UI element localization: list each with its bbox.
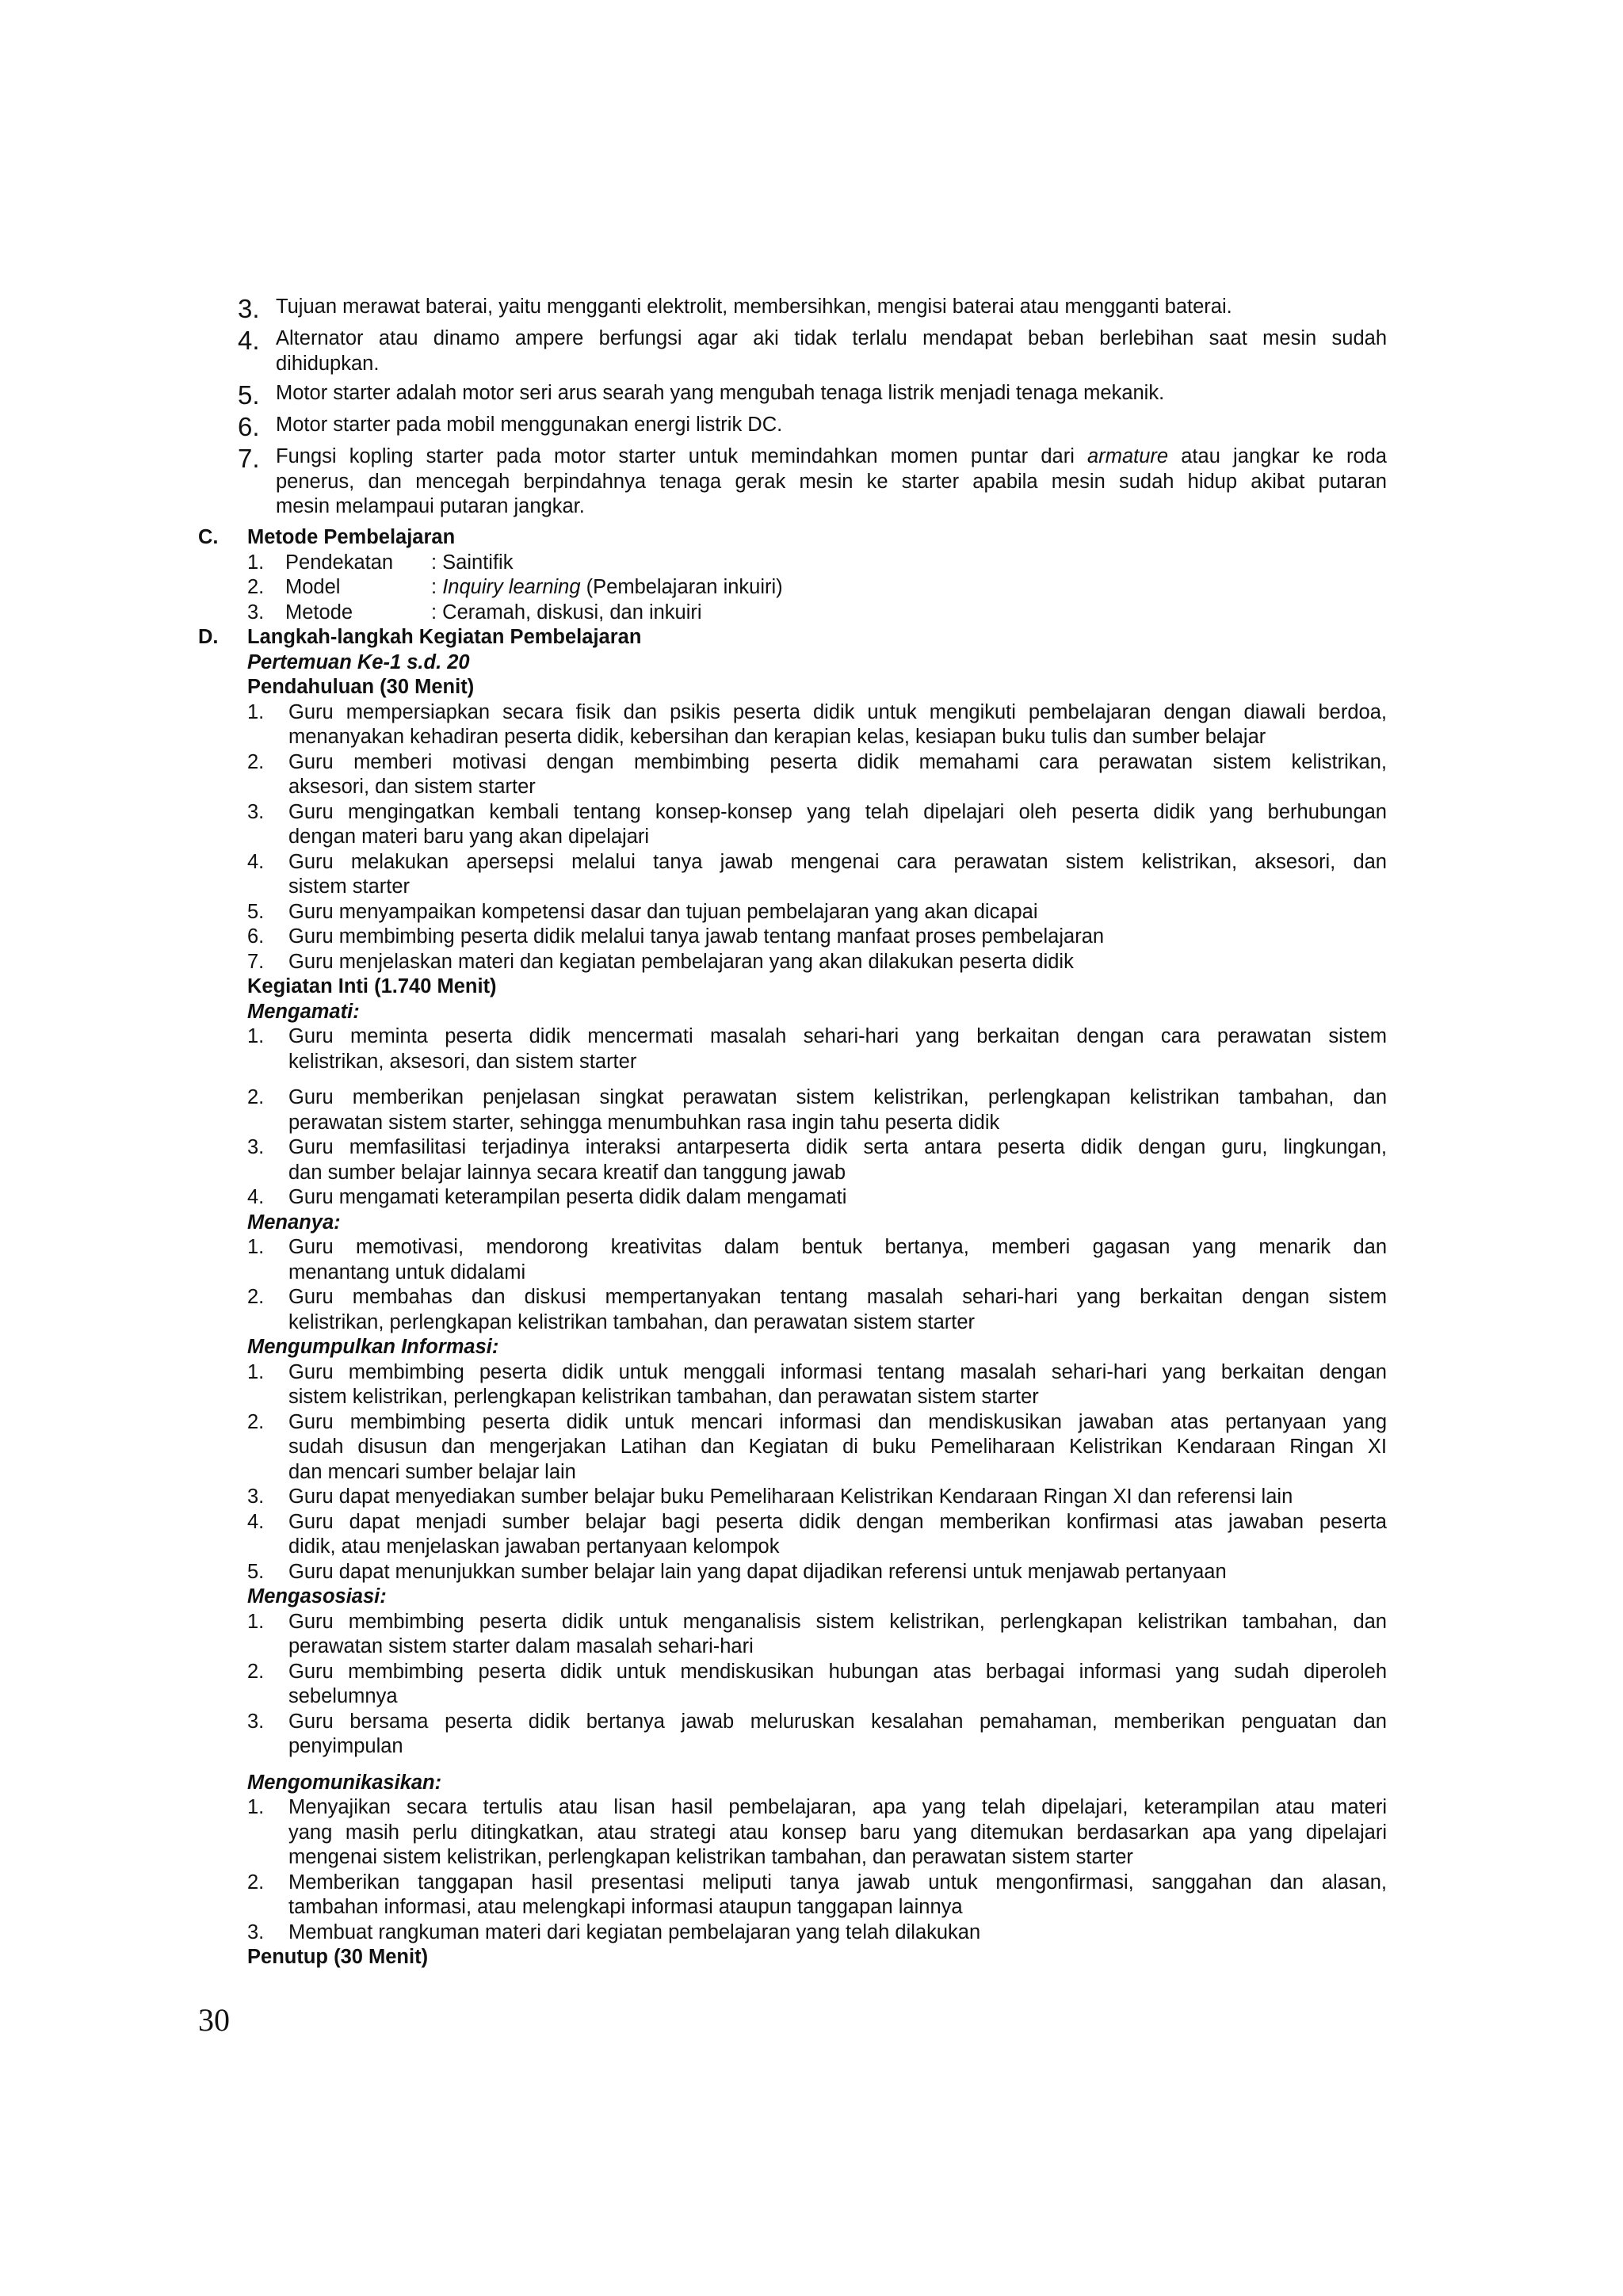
list-text: perawatan sistem starter, sehingga menumbuhkan rasa ingin tahu peserta didik xyxy=(288,1111,1000,1134)
intro-list xyxy=(238,295,1387,524)
list-text: Guru mengingatkan kembali tentang konsep-konsep yang telah dipelajari oleh peserta didik yang berhubungan xyxy=(288,800,1387,823)
list-text: Guru memberikan penjelasan singkat perawatan sistem kelistrikan, perlengkapan kelistrikan tambahan, dan xyxy=(288,1086,1387,1108)
mengumpulkan-list xyxy=(198,1360,1387,1585)
list-text: Motor starter adalah motor seri arus searah yang mengubah tenaga listrik menjadi tenaga mekanik. xyxy=(276,382,1165,404)
list-text: dihidupkan. xyxy=(276,352,380,375)
list-number: 7. xyxy=(238,444,260,473)
list-text: sudah disusun dan mengerjakan Latihan dan Kegiatan di buku Pemeliharaan Kelistrikan Kendaraan Ringan XI xyxy=(288,1436,1387,1458)
list-text: kelistrikan, aksesori, dan sistem starter xyxy=(288,1050,637,1073)
list-text: Guru meminta peserta didik mencermati masalah sehari-hari yang berkaitan dengan cara perawatan sistem xyxy=(288,1025,1387,1047)
list-item xyxy=(238,381,1387,408)
list-item xyxy=(198,1795,1387,1871)
list-number: 1. xyxy=(247,700,265,723)
list-text: Guru melakukan apersepsi melalui tanya jawab mengenai cara perawatan sistem kelistrikan, aksesori, dan xyxy=(288,850,1387,873)
list-text: Guru mempersiapkan secara fisik dan psikis peserta didik untuk mengikuti pembelajaran dengan diawali berdoa, xyxy=(288,700,1387,723)
list-text: Guru membimbing peserta didik untuk menggali informasi tentang masalah sehari-hari yang berkaitan dengan xyxy=(288,1360,1387,1383)
section-letter: D. xyxy=(198,626,219,648)
list-item xyxy=(198,1660,1387,1710)
mengamati-heading: Mengamati: xyxy=(247,1000,360,1023)
list-number: 6. xyxy=(247,925,265,948)
list-item xyxy=(198,1235,1387,1285)
list-item xyxy=(198,925,1387,950)
list-item xyxy=(198,950,1387,975)
list-number: 3. xyxy=(247,800,265,823)
list-number: 5. xyxy=(247,900,265,923)
list-text: sistem starter xyxy=(288,875,411,898)
list-text: Guru memfasilitasi terjadinya interaksi antarpeserta didik serta antara peserta didik dengan guru, lingkungan, xyxy=(288,1136,1387,1158)
penutup-heading: Penutup (30 Menit) xyxy=(247,1946,429,1968)
list-number: 5. xyxy=(247,1560,265,1583)
mengamati-list xyxy=(198,1024,1387,1211)
list-text: sistem kelistrikan, perlengkapan kelistrikan tambahan, dan perawatan sistem starter xyxy=(288,1386,1039,1408)
list-text: penerus, dan mencegah berpindahnya tenaga gerak mesin ke starter apabila mesin sudah hidup akibat putaran xyxy=(276,470,1387,493)
list-number: 2. xyxy=(247,750,265,773)
list-text: Guru membimbing peserta didik melalui tanya jawab tentang manfaat proses pembelajaran xyxy=(288,925,1105,948)
list-text-part: atau jangkar ke roda xyxy=(1181,445,1387,467)
list-text: Menyajikan secara tertulis atau lisan hasil pembelajaran, apa yang telah dipelajari, keterampilan atau materi xyxy=(288,1796,1387,1818)
method-value: : Ceramah, diskusi, dan inkuiri xyxy=(431,601,702,624)
italic-term: armature xyxy=(1087,445,1169,467)
list-text: Guru membimbing peserta didik untuk mendiskusikan hubungan atas berbagai informasi yang sudah diperoleh xyxy=(288,1660,1387,1683)
method-label: Pendekatan xyxy=(285,551,394,574)
list-number: 1. xyxy=(247,1236,265,1258)
section-title: Metode Pembelajaran xyxy=(247,526,456,548)
method-label: Metode xyxy=(285,601,353,624)
section-heading-c xyxy=(198,525,1387,551)
method-row xyxy=(247,575,1387,601)
list-text: dengan materi baru yang akan dipelajari xyxy=(288,826,650,848)
list-text: yang masih perlu ditingkatkan, atau strategi atau konsep baru yang ditemukan berdasarkan apa yang dipelajari xyxy=(288,1821,1387,1844)
mengasosiasi-list xyxy=(198,1610,1387,1760)
list-item xyxy=(198,900,1387,925)
pendahuluan-heading: Pendahuluan (30 Menit) xyxy=(247,676,475,698)
list-text: dan mencari sumber belajar lain xyxy=(288,1460,576,1483)
list-item xyxy=(238,444,1387,520)
list-number: 2. xyxy=(247,1410,265,1433)
list-number: 2. xyxy=(247,1660,265,1683)
list-text: Guru dapat menunjukkan sumber belajar lain yang dapat dijadikan referensi untuk menjawab pertanyaan xyxy=(288,1560,1227,1583)
list-item xyxy=(238,295,1387,322)
method-value: : Saintifik xyxy=(431,551,514,574)
list-item xyxy=(238,326,1387,376)
list-item xyxy=(198,1710,1387,1760)
list-item xyxy=(238,413,1387,440)
section-letter: C. xyxy=(198,526,219,548)
list-number: 5. xyxy=(238,380,260,410)
list-item xyxy=(198,1560,1387,1585)
list-number: 2. xyxy=(247,1871,265,1894)
list-text: Memberikan tanggapan hasil presentasi meliputi tanya jawab untuk mengonfirmasi, sanggahan dan alasan, xyxy=(288,1871,1387,1894)
list-number: 1. xyxy=(247,1610,265,1633)
list-number: 4. xyxy=(247,1510,265,1533)
list-text: Guru bersama peserta didik bertanya jawab meluruskan kesalahan pemahaman, memberikan penguatan dan xyxy=(288,1710,1387,1733)
list-number: 1. xyxy=(247,1796,265,1818)
list-number: 1. xyxy=(247,1025,265,1047)
list-text: aksesori, dan sistem starter xyxy=(288,776,536,798)
mengomunikasikan-list xyxy=(198,1795,1387,1945)
list-text: Guru menjelaskan materi dan kegiatan pembelajaran yang akan dilakukan peserta didik xyxy=(288,950,1074,973)
menanya-list xyxy=(198,1235,1387,1335)
list-item xyxy=(198,1410,1387,1486)
method-value-suffix: (Pembelajaran inkuiri) xyxy=(586,576,783,598)
list-text: menantang untuk didalami xyxy=(288,1261,526,1283)
list-text: menanyakan kehadiran peserta didik, kebersihan dan kerapian kelas, kesiapan buku tulis dan sumber belajar xyxy=(288,726,1266,748)
list-number: 2. xyxy=(247,1086,265,1108)
list-item xyxy=(198,1610,1387,1660)
list-text: kelistrikan, perlengkapan kelistrikan tambahan, dan perawatan sistem starter xyxy=(288,1310,976,1333)
list-item xyxy=(198,1085,1387,1135)
list-number: 7. xyxy=(247,950,265,973)
list-text: Guru memotivasi, mendorong kreativitas dalam bentuk bertanya, memberi gagasan yang menarik dan xyxy=(288,1236,1387,1258)
list-text: Tujuan merawat baterai, yaitu mengganti elektrolit, membersihkan, mengisi baterai atau mengganti baterai. xyxy=(276,296,1232,318)
list-item xyxy=(198,1871,1387,1920)
list-number: 3. xyxy=(247,1486,265,1508)
mengumpulkan-heading: Mengumpulkan Informasi: xyxy=(247,1336,499,1358)
list-item xyxy=(198,1485,1387,1510)
list-number: 4. xyxy=(247,1186,265,1208)
list-text: Guru dapat menjadi sumber belajar bagi peserta didik dengan memberikan konfirmasi atas jawaban peserta xyxy=(288,1510,1387,1533)
list-item xyxy=(198,1360,1387,1410)
list-text: Guru membimbing peserta didik untuk menganalisis sistem kelistrikan, perlengkapan kelistrikan tambahan, dan xyxy=(288,1610,1387,1633)
list-number: 3. xyxy=(247,601,265,624)
method-value-prefix: : xyxy=(431,576,437,598)
list-item xyxy=(198,700,1387,750)
list-number: 3. xyxy=(247,1136,265,1158)
list-number: 2. xyxy=(247,576,265,598)
main-content xyxy=(198,525,1387,1970)
list-text: Guru membahas dan diskusi mempertanyakan tentang masalah sehari-hari yang berkaitan dengan sistem xyxy=(288,1286,1387,1308)
list-text: Membuat rangkuman materi dari kegiatan pembelajaran yang telah dilakukan xyxy=(288,1920,981,1943)
method-label: Model xyxy=(285,576,341,598)
list-text: didik, atau menjelaskan jawaban pertanyaan kelompok xyxy=(288,1535,780,1558)
list-text: mesin melampaui putaran jangkar. xyxy=(276,495,585,517)
list-item xyxy=(198,1185,1387,1211)
list-text: Alternator atau dinamo ampere berfungsi agar aki tidak terlalu mendapat beban berlebihan saat mesin sudah xyxy=(276,327,1387,349)
list-number: 1. xyxy=(247,1360,265,1383)
italic-term: Inquiry learning xyxy=(442,576,581,598)
section-title: Langkah-langkah Kegiatan Pembelajaran xyxy=(247,626,642,648)
list-item xyxy=(198,750,1387,800)
list-text: mengenai sistem kelistrikan, perlengkapan kelistrikan tambahan, dan perawatan sistem starter xyxy=(288,1846,1133,1868)
list-item xyxy=(198,850,1387,900)
list-item xyxy=(198,800,1387,850)
list-text: tambahan informasi, atau melengkapi informasi ataupun tanggapan lainnya xyxy=(288,1896,963,1918)
list-item xyxy=(198,1024,1387,1074)
menanya-heading: Menanya: xyxy=(247,1211,341,1234)
list-text: Guru dapat menyediakan sumber belajar buku Pemeliharaan Kelistrikan Kendaraan Ringan XI dan referensi lain xyxy=(288,1486,1293,1508)
list-text: Guru menyampaikan kompetensi dasar dan tujuan pembelajaran yang akan dicapai xyxy=(288,900,1038,923)
list-text: Guru mengamati keterampilan peserta didik dalam mengamati xyxy=(288,1186,847,1208)
list-text: Guru memberi motivasi dengan membimbing peserta didik memahami cara perawatan sistem kelistrikan, xyxy=(288,750,1387,773)
list-text: Guru membimbing peserta didik untuk mencari informasi dan mendiskusikan jawaban atas pertanyaan yang xyxy=(288,1410,1387,1433)
list-item xyxy=(198,1285,1387,1335)
list-number: 3. xyxy=(238,294,260,323)
list-text-part: Fungsi kopling starter pada motor starter untuk memindahkan momen puntar dari xyxy=(276,445,1075,467)
list-item xyxy=(198,1920,1387,1946)
list-number: 3. xyxy=(247,1710,265,1733)
method-value xyxy=(431,575,783,601)
mengomunikasikan-heading: Mengomunikasikan: xyxy=(247,1771,442,1794)
list-number: 4. xyxy=(238,326,260,355)
list-text: sebelumnya xyxy=(288,1685,398,1707)
list-text xyxy=(276,444,1387,470)
method-list xyxy=(198,551,1387,626)
method-row xyxy=(247,551,1387,576)
list-text: dan sumber belajar lainnya secara kreatif dan tanggung jawab xyxy=(288,1161,846,1184)
section-heading-d xyxy=(198,625,1387,650)
list-text: perawatan sistem starter dalam masalah sehari-hari xyxy=(288,1635,754,1657)
list-number: 4. xyxy=(247,850,265,873)
list-text: penyimpulan xyxy=(288,1735,403,1757)
pendahuluan-list xyxy=(198,700,1387,975)
method-row xyxy=(247,601,1387,626)
list-item xyxy=(198,1510,1387,1560)
mengasosiasi-heading: Mengasosiasi: xyxy=(247,1585,387,1608)
list-number: 1. xyxy=(247,551,265,574)
list-number: 2. xyxy=(247,1286,265,1308)
list-number: 6. xyxy=(238,412,260,441)
list-item xyxy=(198,1135,1387,1185)
inti-heading: Kegiatan Inti (1.740 Menit) xyxy=(247,975,497,997)
page-number: 30 xyxy=(198,2002,230,2038)
meeting-heading: Pertemuan Ke-1 s.d. 20 xyxy=(247,650,470,673)
list-text: Motor starter pada mobil menggunakan energi listrik DC. xyxy=(276,414,783,436)
list-number: 3. xyxy=(247,1920,265,1943)
